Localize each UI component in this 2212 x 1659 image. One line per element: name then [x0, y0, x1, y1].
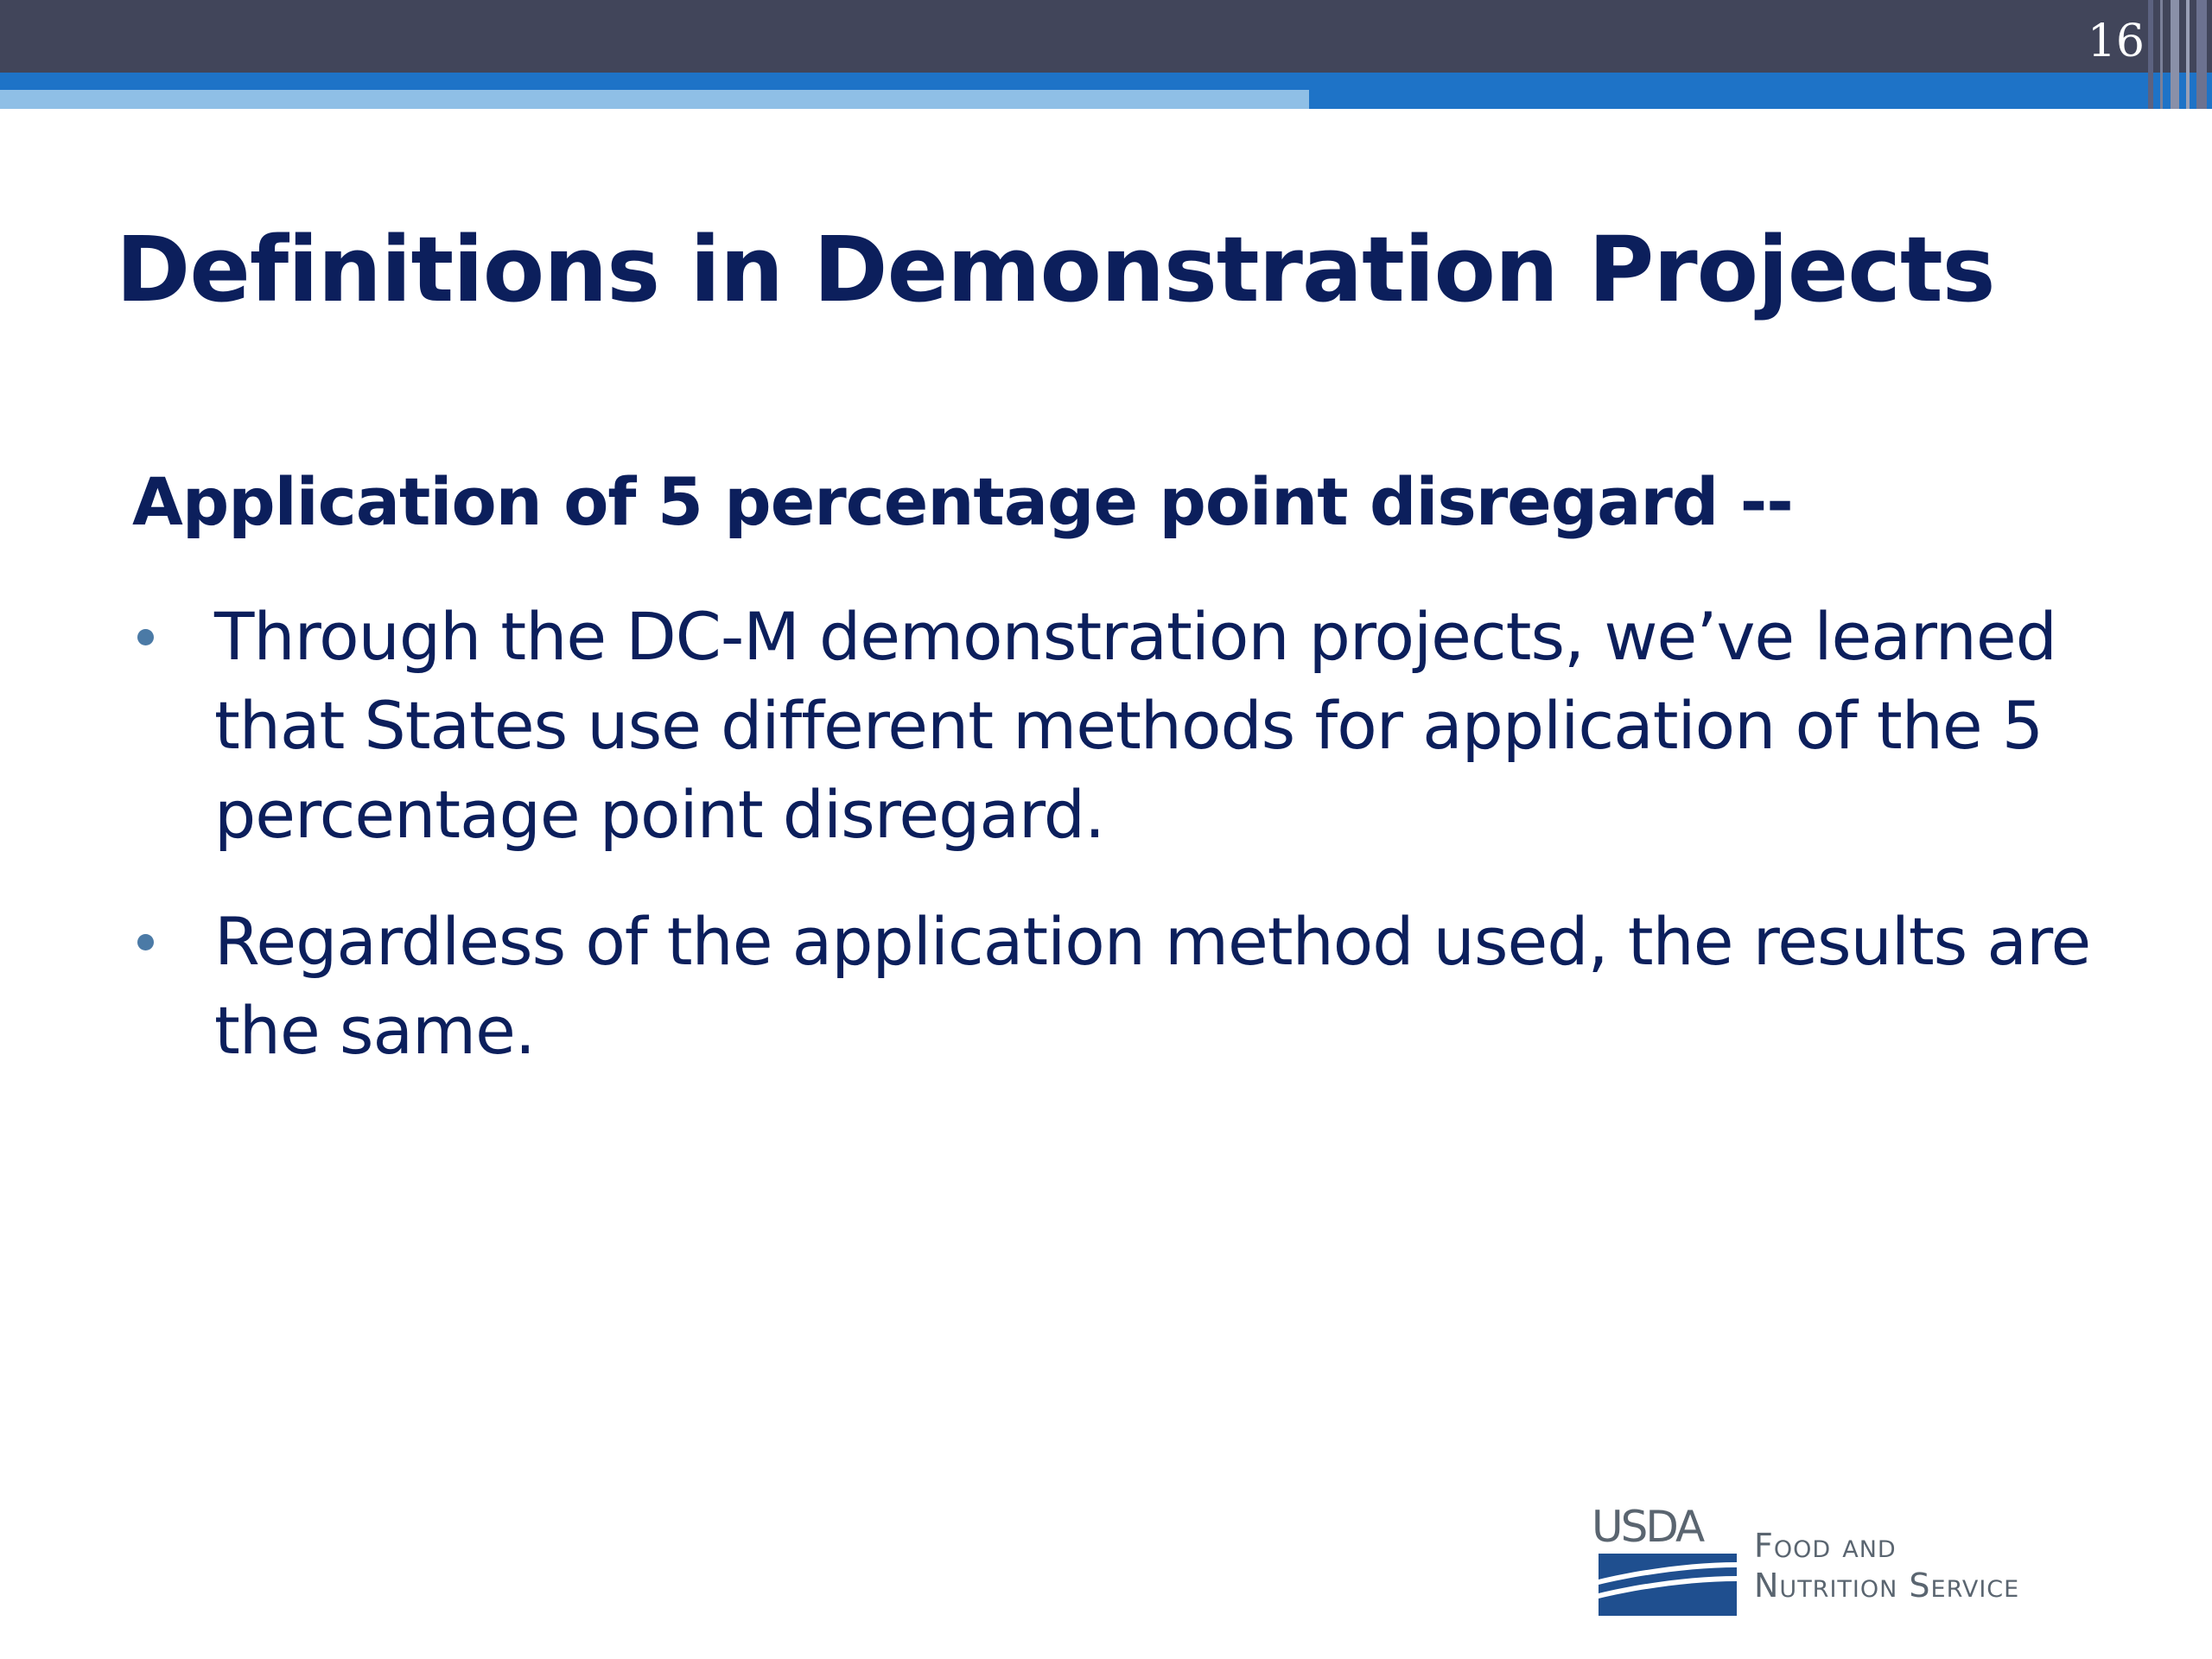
bullet-item [132, 592, 2102, 859]
logo-line-nutrition: Nutrition Service [1754, 1567, 2020, 1605]
bullet-list [132, 592, 2102, 1113]
bullet-text: Regardless of the application method used, the results are the same. [214, 903, 2091, 1069]
slide-title: Definitions in Demonstration Projects [116, 217, 1995, 322]
bullet-text: Through the DC-M demonstration projects, we’ve learned that States use different methods for application of the 5 percentage point disregard. [214, 598, 2056, 853]
bar-accent [2171, 0, 2179, 109]
bar-accent [2196, 0, 2207, 109]
bullet-icon [137, 629, 154, 645]
slide-number: 16 [2087, 16, 2145, 67]
bullet-item [132, 897, 2102, 1075]
bar-accent [2186, 0, 2190, 109]
bar-accent [2148, 0, 2153, 109]
usda-fns-logo [1592, 1502, 2127, 1618]
bullet-icon [137, 934, 154, 950]
subheading: Application of 5 percentage point disregard -- [132, 463, 1793, 540]
usda-wordmark: USDA [1592, 1502, 1703, 1552]
usda-field-icon [1599, 1554, 1737, 1616]
light-blue-stripe [0, 90, 1309, 109]
bar-accent [2160, 0, 2163, 109]
logo-line-food: Food and [1754, 1527, 1897, 1565]
top-bar [0, 0, 2212, 73]
